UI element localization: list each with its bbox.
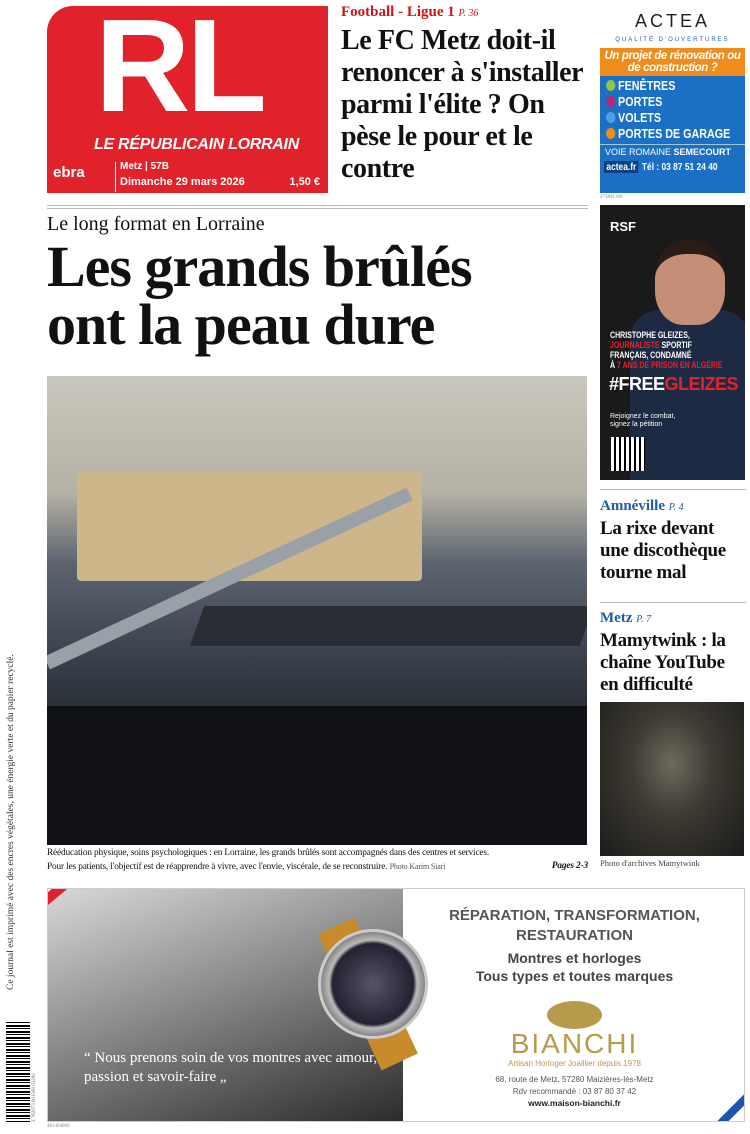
portrait-face <box>655 240 725 325</box>
actea-brand: ACTEA <box>634 11 710 31</box>
masthead-logo[interactable] <box>47 0 328 193</box>
barcode <box>6 1022 30 1122</box>
qr-code-icon[interactable] <box>611 437 645 471</box>
rsf-cta: Rejoignez le combat, signez la pétition <box>610 413 676 428</box>
photo-bed <box>190 606 587 646</box>
side-story-headline[interactable]: La rixe devant une discothèque tourne mal <box>600 518 726 583</box>
ad-subtitle: Montres et horloges <box>507 950 642 966</box>
rsf-ad[interactable] <box>600 205 745 480</box>
ad-code: 475891300 <box>600 195 623 200</box>
divider <box>47 208 588 209</box>
bianchi-logo-icon <box>547 1001 602 1029</box>
ad-quote: “ Nous prenons soin de vos montres avec amour, passion et savoir-faire „ <box>84 1050 378 1085</box>
side-photo-caption: Photo d'archives Mamytwink <box>600 858 700 868</box>
side-story[interactable]: Amnéville P. 4 La rixe devant une discothèque tourne mal <box>600 497 746 584</box>
actea-item: VOLETS <box>606 110 720 126</box>
bianchi-ad[interactable] <box>47 888 745 1122</box>
edition: Metz | 57B <box>120 161 169 172</box>
eco-note: Ce journal est imprimé avec des encres végétales, une énergie verte et du papier recyclé. <box>6 654 16 990</box>
bianchi-address: 68, route de Metz, 57280 Maizières-lès-Metz <box>495 1075 654 1084</box>
bianchi-website[interactable]: www.maison-bianchi.fr <box>528 1098 621 1108</box>
main-photo-caption: Rééducation physique, soins psychologiques : en Lorraine, les grands brûlés sont accompagnés dans des centres et services. Pour les patients, l'objectif est de réapprendre à vivre, avec l'envie, viscérale, de se reconstruire. Photo Karim Siari Pages 2-3 <box>47 848 588 872</box>
rsf-logo: RSF <box>610 219 636 234</box>
actea-ad[interactable] <box>600 6 745 193</box>
ad-title: RÉPARATION, TRANSFORMATION, RESTAURATION <box>449 907 700 944</box>
actea-item: PORTES <box>606 94 720 110</box>
bullet-icon <box>606 128 615 139</box>
logo-letters: RL <box>95 0 263 139</box>
divider <box>115 162 116 192</box>
issue-date: Dimanche 29 mars 2026 <box>120 176 245 188</box>
bullet-icon <box>606 112 615 123</box>
divider <box>47 205 588 206</box>
actea-pitch: Un projet de rénovation ou de construction ? <box>600 48 745 76</box>
bianchi-tagline: Artisan Horloger Joaillier depuis 1978 <box>508 1059 641 1068</box>
side-story[interactable]: Metz P. 7 Mamytwink : la chaîne YouTube en difficulté <box>600 609 746 696</box>
rsf-hashtag: #FREEGLEIZES <box>609 374 739 394</box>
ad-subtitle: Tous types et toutes marques <box>475 968 674 984</box>
actea-tagline: QUALITÉ D'OUVERTURES <box>615 37 730 43</box>
pages-link[interactable]: Pages 2-3 <box>551 861 588 871</box>
side-photo[interactable] <box>600 702 744 856</box>
actea-contact: actea.fr Tél : 03 87 51 24 40 <box>600 159 716 175</box>
actea-item: FENÊTRES <box>606 78 720 94</box>
newspaper-name: LE RÉPUBLICAIN LORRAIN <box>94 136 299 153</box>
main-headline[interactable]: Les grands brûlés ont la peau dure <box>47 234 472 357</box>
main-story-kicker: Le long format en Lorraine <box>47 213 265 235</box>
group-logo: ebra <box>53 164 85 181</box>
top-story-headline[interactable]: Le FC Metz doit-il renoncer à s'installer parmi l'élite ? On pèse le pour et le contre <box>341 25 583 184</box>
bianchi-phone: Rdv recommandé : 03 87 80 37 42 <box>512 1087 637 1096</box>
barcode-number: 3 782073 601500 03290 <box>32 1073 37 1122</box>
bullet-icon <box>606 96 615 107</box>
bullet-icon <box>606 80 615 91</box>
main-photo[interactable] <box>47 376 587 845</box>
top-story-kicker: Football - Ligue 1 P. 36 <box>341 4 479 20</box>
rsf-text: CHRISTOPHE GLEIZES, JOURNALISTE SPORTIF FRANÇAIS, CONDAMNÉ À 7 ANS DE PRISON EN ALGÉRIE <box>610 330 723 370</box>
actea-item: PORTES DE GARAGE <box>606 126 720 142</box>
divider <box>600 489 746 490</box>
top-story[interactable] <box>341 3 589 185</box>
ad-code: 481464000 <box>47 1124 70 1129</box>
bianchi-brand: BIANCHI <box>510 1028 639 1059</box>
photo-foreground <box>47 706 587 845</box>
actea-location: VOIE ROMAINE SEMECOURT <box>600 144 745 159</box>
divider <box>600 602 746 603</box>
price: 1,50 € <box>289 176 320 188</box>
side-story-headline[interactable]: Mamytwink : la chaîne YouTube en difficulté <box>600 630 726 695</box>
